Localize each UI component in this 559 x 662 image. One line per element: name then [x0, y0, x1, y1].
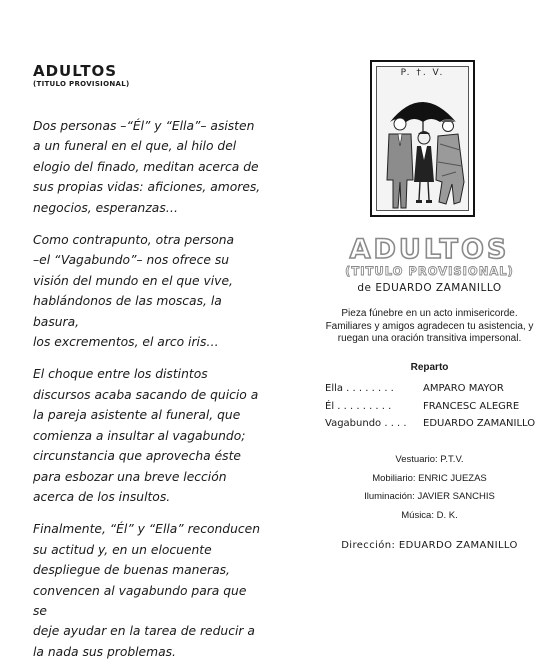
- credit-furniture: Mobiliario: ENRIC JUEZAS: [372, 472, 487, 484]
- left-column: [33, 64, 263, 662]
- cast-role: Ella . . . . . . . .: [325, 383, 394, 394]
- cast-heading: Reparto: [410, 362, 449, 373]
- cast-actor: FRANCESC ALEGRE: [423, 400, 520, 412]
- credit-costumes: Vestuario: P.T.V.: [395, 454, 464, 465]
- cast-role: Él . . . . . . . . .: [325, 400, 392, 412]
- synopsis-paragraph-1: Dos personas –“Él” y “Ella”– asisten a un funeral en el que, al hilo del elogio del finado, meditan acerca de sus propias vidas: aficiones, amores, negocios, esperanzas…: [33, 119, 261, 215]
- synopsis-paragraph-4: Finalmente, “Él” y “Ella” reconducen su actitud y, en un elocuente despliegue de buenas maneras, convencen al vagabundo para que se deje ayudar en la tarea de reducir a la nada sus problemas.: [33, 522, 261, 659]
- author-line: de EDUARDO ZAMANILLO: [357, 282, 502, 294]
- cast-actor: AMPARO MAYOR: [423, 383, 504, 394]
- cast-row: [325, 415, 555, 433]
- cast-role: Vagabundo . . . .: [325, 418, 407, 429]
- cast-list: [325, 380, 555, 433]
- cast-row: [325, 398, 555, 416]
- director-credit: Dirección: EDUARDO ZAMANILLO: [341, 540, 518, 551]
- credit-music: Música: D. K.: [401, 509, 458, 521]
- synopsis-paragraph-3: El choque entre los distintos discursos acaba sacando de quicio a la pareja asistente al funeral, que comienza a insultar al vagabundo; circunstancia que aprovecha éste para esbozar una breve lección acerca de los insultos.: [33, 367, 259, 504]
- poster-label: P. †. V.: [400, 68, 445, 78]
- play-title: ADULTOS: [349, 234, 510, 265]
- play-subtitle: (TITULO PROVISIONAL): [345, 264, 514, 278]
- cast-actor: EDUARDO ZAMANILLO: [423, 418, 536, 429]
- funeral-figures-illustration: [376, 84, 469, 212]
- left-subtitle: (TITULO PROVISIONAL): [33, 80, 130, 88]
- credits-list: [300, 451, 559, 525]
- poster-illustration: [370, 60, 475, 217]
- left-title: ADULTOS: [33, 62, 118, 80]
- cast-row: [325, 380, 555, 398]
- play-description: Pieza fúnebre en un acto inmisericorde. Familiares y amigos agradecen tu asistencia, y ruegan una oración transitiva impersonal.: [325, 308, 534, 345]
- credit-lighting: Iluminación: JAVIER SANCHIS: [364, 491, 495, 502]
- synopsis-paragraph-2: Como contrapunto, otra persona –el “Vagabundo”– nos ofrece su visión del mundo en el que vive, hablándonos de las moscas, la basura, los excrementos, el arco iris…: [33, 233, 235, 350]
